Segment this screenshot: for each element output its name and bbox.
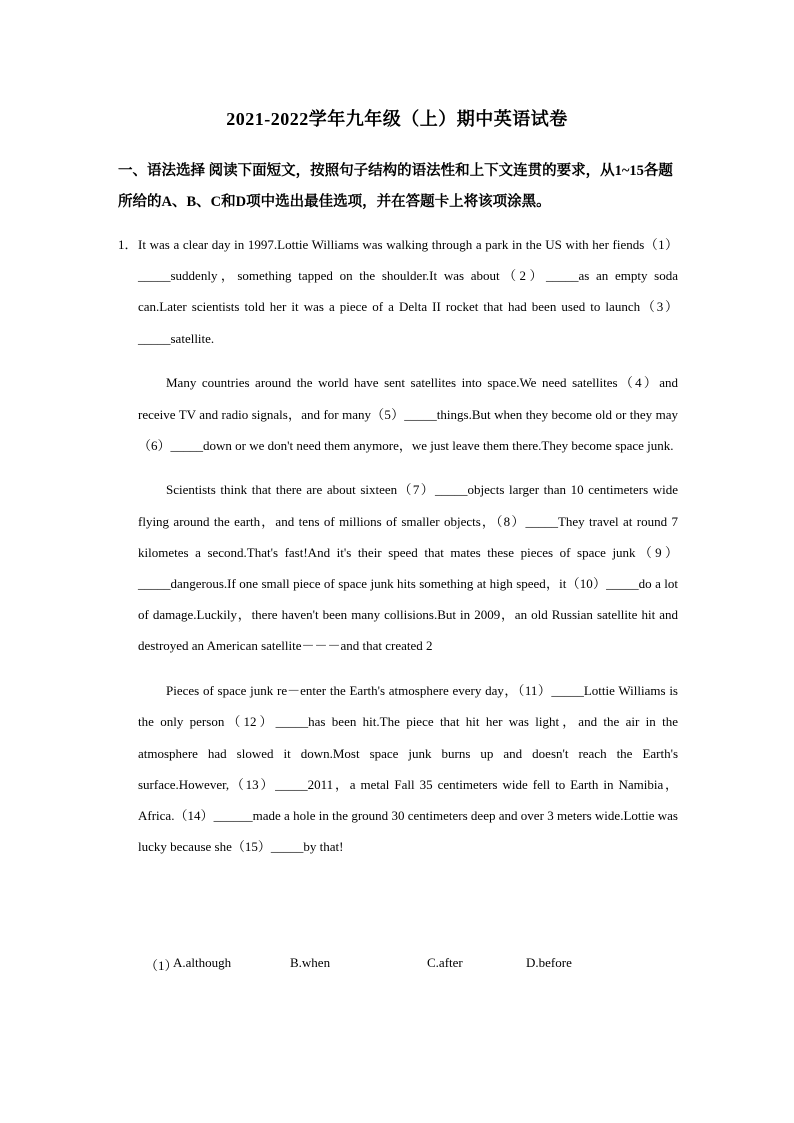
question-block bbox=[118, 229, 678, 876]
option-b[interactable]: B.when bbox=[290, 955, 331, 970]
passage-paragraph-3: Scientists think that there are about sixteen（7）_____objects larger than 10 centimeters wide flying around the earth，and tens of millions of smaller objects，（8）_____They travel at round 7 kilometes a second.That's fast!And it's their speed that mates these pieces of space junk（9）_____dangerous.If one small piece of space junk hits something at high speed，it（10）_____do a lot of damage.Luckily，there haven't been many collisions.But in 2009，an old Russian satellite hit and destroyed an American satellite－－－and that created 2 bbox=[138, 482, 678, 654]
exam-title: 2021-2022学年九年级（上）期中英语试卷 bbox=[226, 109, 568, 129]
section-instructions: 一、语法选择 阅读下面短文，按照句子结构的语法性和上下文连贯的要求，从1~15各题所给的A、B、C和D项中选出最佳选项，并在答题卡上将该项涂黑。 bbox=[118, 163, 673, 210]
passage-paragraph-4: Pieces of space junk re－enter the Earth's atmosphere every day，（11）_____Lottie Williams is the only person（12）_____has been hit.The piece that hit her was light，and the air in the atmosphere had slowed it down.Most space junk burns up and doesn't reach the Earth's surface.However,（13）_____2011，a metal Fall 35 centimeters wide fell to Earth in Namibia，Africa.（14）______made a hole in the ground 30 centimeters deep and over 3 meters wide.Lottie was lucky because she（15）_____by that! bbox=[138, 683, 678, 855]
option-a[interactable]: A.although bbox=[173, 955, 232, 970]
passage-paragraph-2: Many countries around the world have sent satellites into space.We need satellites（4）and receive TV and radio signals，and for many（5）_____things.But when they become old or they may（6）_____down or we don't need them anymore，we just leave them there.They become space junk. bbox=[138, 375, 678, 453]
question-number: 1． bbox=[118, 237, 138, 252]
option-item-label: （1） bbox=[145, 958, 178, 973]
option-c[interactable]: C.after bbox=[427, 955, 463, 970]
option-d[interactable]: D.before bbox=[526, 955, 572, 970]
passage-paragraph-1: It was a clear day in 1997.Lottie Williams was walking through a park in the US with her fiends（1）_____suddenly，something tapped on the shoulder.It was about（2）_____as an empty soda can.Later scientists told her it was a piece of a Delta II rocket that had been used to launch（3）_____satellite. bbox=[138, 237, 678, 346]
